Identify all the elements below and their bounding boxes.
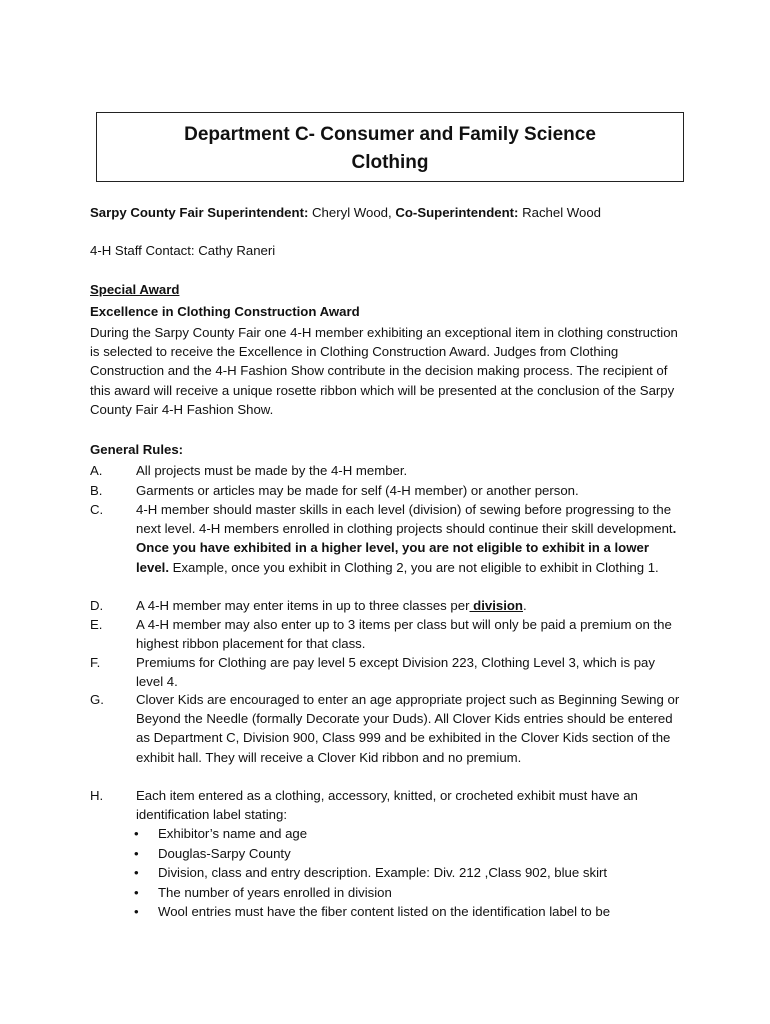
general-rules-heading: General Rules:	[90, 442, 184, 457]
rule-text-part: A 4-H member may enter items in up to three classes per	[136, 598, 470, 613]
bullet-icon: •	[134, 865, 139, 880]
rule-letter: A.	[90, 463, 103, 478]
rule-text	[136, 500, 684, 577]
superintendent-name: Cheryl Wood,	[308, 205, 396, 220]
rule-letter: H.	[90, 788, 104, 803]
list-item: Douglas-Sarpy County	[158, 846, 291, 861]
rule-text-part: .	[523, 598, 527, 613]
rule-letter: D.	[90, 598, 104, 613]
staff-contact: 4-H Staff Contact: Cathy Raneri	[90, 243, 276, 258]
rule-text-bold: division	[469, 598, 523, 613]
department-title: Department C- Consumer and Family Science	[184, 124, 596, 145]
rule-text: All projects must be made by the 4-H member.	[136, 463, 408, 478]
rule-letter: E.	[90, 617, 103, 632]
rule-text: Premiums for Clothing are pay level 5 except Division 223, Clothing Level 3, which is pay level 4.	[136, 655, 655, 690]
bullet-icon: •	[134, 826, 139, 841]
rule-text-part: 4-H member should master skills in each level (division) of sewing before progressing to the next level. 4-H members enrolled in clothing projects should continue their skill development	[136, 502, 673, 537]
rule-text: Garments or articles may be made for self (4-H member) or another person.	[136, 483, 579, 498]
special-award-heading: Special Award	[90, 282, 180, 297]
rule-letter: G.	[90, 692, 104, 707]
rule-text: Clover Kids are encouraged to enter an age appropriate project such as Beginning Sewing or Beyond the Needle (formally Decorate your Duds). All Clover Kids entries should be entered as Department C, Division 900, Class 999 and be exhibited in the Clover Kids section of the exhibit hall. They will receive a Clover Kid ribbon and no premium.	[136, 692, 680, 765]
award-description: During the Sarpy County Fair one 4-H member exhibiting an exceptional item in clothing construction is selected to receive the Excellence in Clothing Construction Award. Judges from Clothing Construction and the 4-H Fashion Show contribute in the decision making process. The recipient of this award will receive a unique rosette ribbon which will be presented at the conclusion of the Sarpy County Fair 4-H Fashion Show.	[90, 325, 678, 417]
bullet-icon: •	[134, 904, 139, 919]
rule-letter: F.	[90, 655, 101, 670]
list-item: Division, class and entry description. Example: Div. 212 ,Class 902, blue skirt	[158, 865, 608, 880]
title-box	[96, 112, 684, 182]
list-item: Exhibitor’s name and age	[158, 826, 308, 841]
superintendent-line	[90, 203, 601, 222]
co-superintendent-label: Co-Superintendent:	[395, 205, 519, 220]
section-title: Clothing	[351, 152, 429, 173]
rule-text-part: Example, once you exhibit in Clothing 2, you are not eligible to exhibit in Clothing 1.	[169, 559, 659, 575]
bullet-icon: •	[134, 846, 139, 861]
rule-text: Each item entered as a clothing, accessory, knitted, or crocheted exhibit must have an identification label stating:	[136, 788, 638, 823]
award-name: Excellence in Clothing Construction Award	[90, 304, 360, 319]
superintendent-label: Sarpy County Fair Superintendent:	[90, 205, 309, 220]
rule-letter: B.	[90, 483, 103, 498]
rule-text: A 4-H member may also enter up to 3 items per class but will only be paid a premium on the highest ribbon placement for that class.	[136, 617, 672, 652]
co-superintendent-name: Rachel Wood	[518, 205, 602, 220]
rule-text-bold: . Once you have exhibited in a higher level, you are not eligible to exhibit in a lower level.	[136, 521, 677, 575]
list-item: Wool entries must have the fiber content listed on the identification label to be	[158, 904, 611, 919]
bullet-icon: •	[134, 885, 139, 900]
rule-text	[136, 596, 684, 615]
list-item: The number of years enrolled in division	[158, 885, 392, 900]
rule-letter: C.	[90, 502, 104, 517]
